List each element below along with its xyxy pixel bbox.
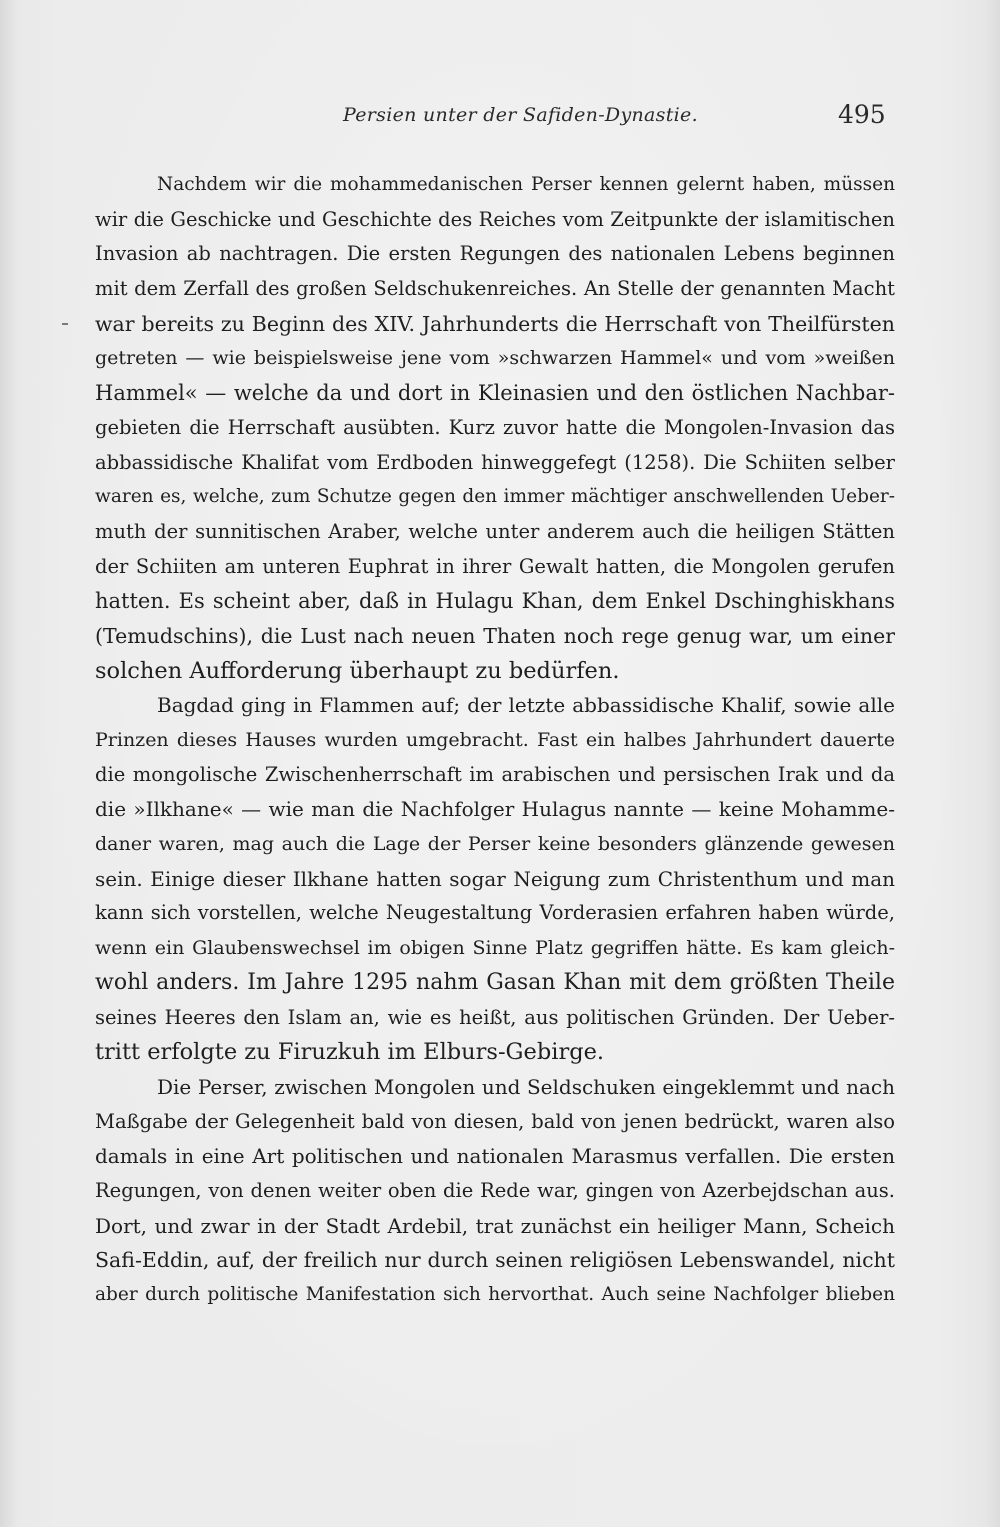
- text-line: (Temudschins), die Lust nach neuen Thaten noch rege genug war, um einer: [95, 623, 895, 648]
- text-line: Hammel« — welche da und dort in Kleinasien und den östlichen Nachbar-: [95, 381, 895, 406]
- text-line: Bagdad ging in Flammen auf; der letzte abbassidische Khalif, sowie alle: [157, 693, 895, 718]
- text-line: tritt erfolgte zu Firuzkuh im Elburs-Gebirge.: [95, 1039, 605, 1066]
- text-line: waren es, welche, zum Schutze gegen den immer mächtiger anschwellenden Ueber-: [95, 486, 895, 508]
- text-line: Invasion ab nachtragen. Die ersten Regungen des nationalen Lebens beginnen: [95, 242, 895, 266]
- margin-mark: [62, 323, 68, 325]
- text-line: wenn ein Glaubenswechsel im obigen Sinne Platz gegriffen hätte. Es kam gleich-: [95, 937, 895, 960]
- running-title: Persien unter der Safiden-Dynastie.: [343, 104, 698, 126]
- text-line: aber durch politische Manifestation sich hervorthat. Auch seine Nachfolger blieben: [95, 1284, 895, 1305]
- text-line: abbassidische Khalifat vom Erdboden hinweggefegt (1258). Die Schiiten selber: [95, 450, 895, 474]
- text-line: sein. Einige dieser Ilkhane hatten sogar Neigung zum Christenthum und man: [95, 866, 895, 891]
- text-line: Regungen, von denen weiter oben die Rede war, gingen von Azerbejdschan aus.: [95, 1178, 895, 1202]
- running-header: [0, 100, 1000, 134]
- text-line: Dort, und zwar in der Stadt Ardebil, trat zunächst ein heiliger Mann, Scheich: [95, 1213, 895, 1238]
- text-line: kann sich vorstellen, welche Neugestaltung Vorderasien erfahren haben würde,: [95, 901, 895, 925]
- text-line: seines Heeres den Islam an, wie es heißt, aus politischen Gründen. Der Ueber-: [95, 1005, 895, 1029]
- body-text: [95, 168, 895, 1313]
- text-line: getreten — wie beispielsweise jene vom »schwarzen Hammel« und vom »weißen: [95, 347, 895, 370]
- text-line: Die Perser, zwischen Mongolen und Seldschuken eingeklemmt und nach: [157, 1074, 895, 1099]
- text-line: gebieten die Herrschaft ausübten. Kurz zuvor hatte die Mongolen-Invasion das: [95, 415, 895, 439]
- text-line: wir die Geschicke und Geschichte des Reiches vom Zeitpunkte der islamitischen: [95, 207, 895, 231]
- text-line: Prinzen dieses Hauses wurden umgebracht. Fast ein halbes Jahrhundert dauerte: [95, 729, 895, 751]
- text-line: wohl anders. Im Jahre 1295 nahm Gasan Khan mit dem größten Theile: [95, 969, 895, 995]
- text-line: Nachdem wir die mohammedanischen Perser kennen gelernt haben, müssen: [157, 174, 895, 195]
- text-line: der Schiiten am unteren Euphrat in ihrer Gewalt hatten, die Mongolen gerufen: [95, 554, 895, 578]
- text-line: die mongolische Zwischenherrschaft im arabischen und persischen Irak und da: [95, 762, 895, 786]
- text-line: Maßgabe der Gelegenheit bald von diesen, bald von jenen bedrückt, waren also: [95, 1109, 895, 1133]
- text-line: daner waren, mag auch die Lage der Perser keine besonders glänzende gewesen: [95, 833, 895, 856]
- text-line: muth der sunnitischen Araber, welche unter anderem auch die heiligen Stätten: [95, 519, 895, 543]
- text-line: damals in eine Art politischen und nationalen Marasmus verfallen. Die ersten: [95, 1144, 895, 1169]
- text-line: mit dem Zerfall des großen Seldschukenreiches. An Stelle der genannten Macht: [95, 277, 895, 301]
- text-line: hatten. Es scheint aber, daß in Hulagu Khan, dem Enkel Dschinghiskhans: [95, 589, 895, 614]
- text-line: solchen Aufforderung überhaupt zu bedürfen.: [95, 657, 620, 684]
- text-line: Safi-Eddin, auf, der freilich nur durch seinen religiösen Lebenswandel, nicht: [95, 1248, 895, 1273]
- text-line: die »Ilkhane« — wie man die Nachfolger Hulagus nannte — keine Mohamme-: [95, 797, 895, 822]
- page-number: 495: [838, 100, 886, 129]
- text-line: war bereits zu Beginn des XIV. Jahrhunderts die Herrschaft von Theilfürsten: [95, 311, 895, 336]
